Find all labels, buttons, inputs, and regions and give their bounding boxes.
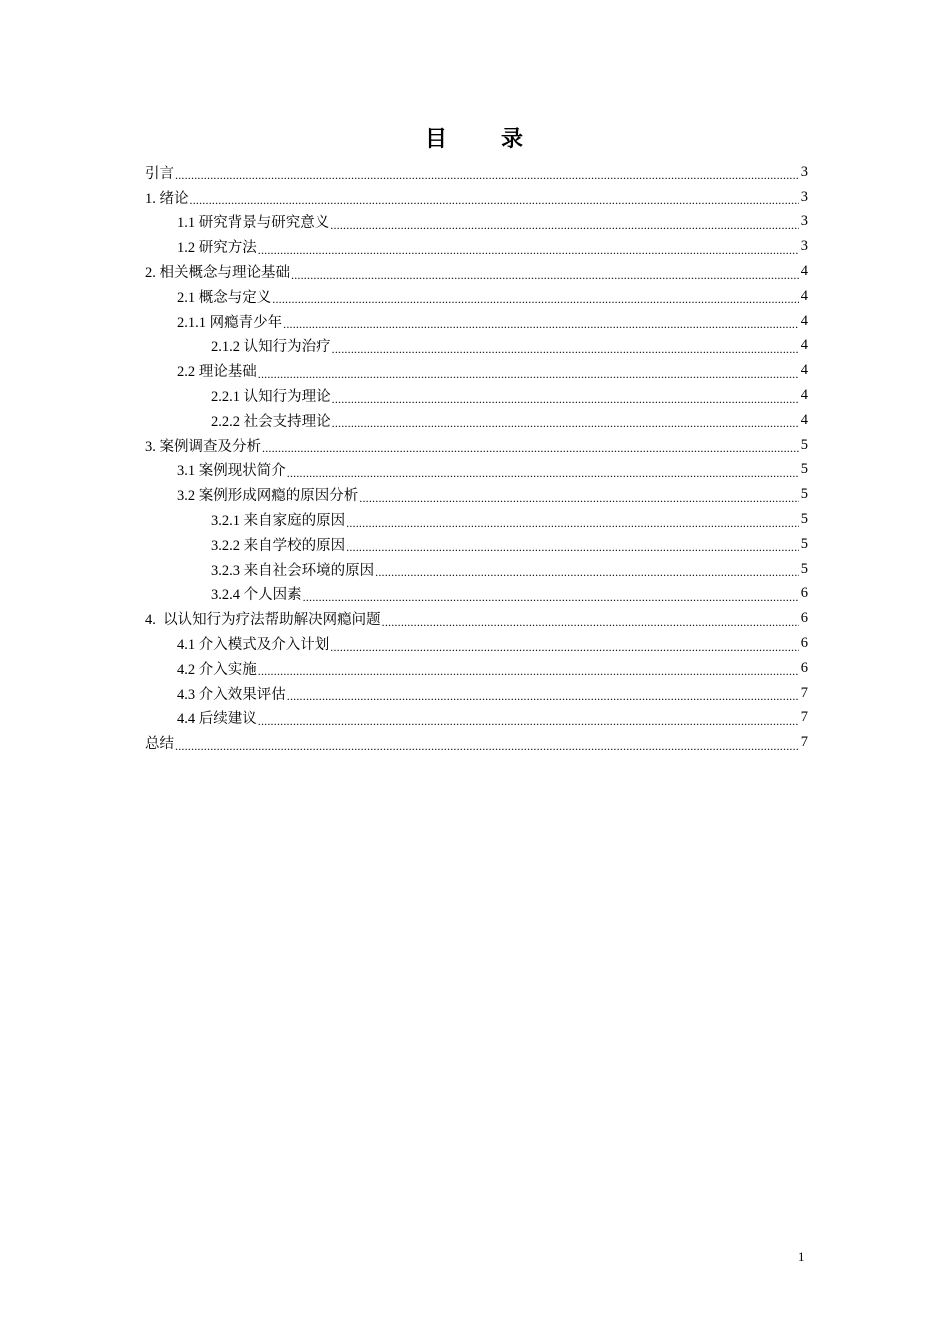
toc-entry-1-2[interactable] — [145, 234, 808, 259]
toc-entry-page: 3 — [800, 238, 808, 255]
toc-entry-label: 4. 以认知行为疗法帮助解决网瘾问题 — [145, 612, 381, 629]
toc-entry-page: 7 — [800, 734, 808, 751]
toc-entry-2-2-1[interactable] — [145, 383, 808, 408]
title-char-2: 录 — [501, 127, 526, 152]
toc-dot-leader — [287, 689, 799, 703]
toc-entry-intro[interactable] — [145, 160, 808, 185]
toc-entry-page: 5 — [800, 560, 808, 577]
toc-entry-label: 1.2 研究方法 — [177, 240, 257, 257]
page-number: 1 — [798, 1249, 805, 1264]
toc-entry-page: 5 — [800, 436, 808, 453]
toc-entry-page: 3 — [800, 163, 808, 180]
toc-entry-label: 总结 — [145, 736, 174, 753]
toc-entry-label: 3.2.1 来自家庭的原因 — [211, 513, 346, 530]
toc-entry-label: 2.1 概念与定义 — [177, 289, 272, 306]
toc-entry-label: 3.1 案例现状简介 — [177, 463, 286, 480]
toc-dot-leader — [175, 168, 799, 182]
toc-dot-leader — [346, 540, 799, 554]
toc-dot-leader — [272, 292, 799, 306]
table-of-contents — [145, 160, 808, 755]
toc-dot-leader — [283, 317, 799, 331]
toc-entry-1-1[interactable] — [145, 210, 808, 235]
toc-entry-page: 3 — [800, 213, 808, 230]
toc-entry-page: 4 — [800, 387, 808, 404]
toc-entry-page: 4 — [800, 337, 808, 354]
toc-entry-label: 2. 相关概念与理论基础 — [145, 265, 290, 282]
toc-dot-leader — [303, 590, 799, 604]
toc-entry-4-3[interactable] — [145, 681, 808, 706]
toc-entry-2-2-2[interactable] — [145, 408, 808, 433]
toc-entry-label: 2.2.1 认知行为理论 — [211, 389, 331, 406]
toc-entry-label: 2.1.2 认知行为治疗 — [211, 339, 331, 356]
toc-entry-4-1[interactable] — [145, 631, 808, 656]
toc-entry-3-2-4[interactable] — [145, 582, 808, 607]
toc-dot-leader — [262, 441, 799, 455]
toc-entry-label: 4.1 介入模式及介入计划 — [177, 637, 330, 654]
toc-dot-leader — [258, 664, 799, 678]
toc-entry-1[interactable] — [145, 185, 808, 210]
toc-entry-page: 5 — [800, 486, 808, 503]
toc-entry-page: 4 — [800, 362, 808, 379]
toc-entry-label: 4.3 介入效果评估 — [177, 686, 286, 703]
toc-entry-2-1-2[interactable] — [145, 334, 808, 359]
toc-entry-page: 5 — [800, 461, 808, 478]
toc-dot-leader — [175, 739, 799, 753]
toc-dot-leader — [258, 243, 799, 257]
toc-entry-page: 6 — [800, 659, 808, 676]
toc-entry-4-4[interactable] — [145, 706, 808, 731]
toc-entry-label: 3.2.4 个人因素 — [211, 587, 302, 604]
page-title — [0, 122, 950, 153]
toc-dot-leader — [332, 392, 799, 406]
toc-entry-2[interactable] — [145, 259, 808, 284]
toc-entry-page: 5 — [800, 535, 808, 552]
toc-entry-label: 3.2.3 来自社会环境的原因 — [211, 562, 375, 579]
toc-entry-label: 3.2.2 来自学校的原因 — [211, 537, 346, 554]
toc-dot-leader — [258, 714, 799, 728]
toc-dot-leader — [330, 218, 799, 232]
toc-dot-leader — [382, 615, 799, 629]
toc-entry-label: 4.2 介入实施 — [177, 661, 257, 678]
toc-entry-page: 6 — [800, 635, 808, 652]
toc-entry-label: 1. 绪论 — [145, 190, 189, 207]
toc-entry-3-1[interactable] — [145, 458, 808, 483]
toc-dot-leader — [332, 416, 799, 430]
toc-entry-page: 4 — [800, 312, 808, 329]
toc-entry-2-1-1[interactable] — [145, 309, 808, 334]
toc-entry-page: 4 — [800, 287, 808, 304]
toc-entry-label: 引言 — [145, 165, 174, 182]
toc-dot-leader — [375, 565, 799, 579]
toc-dot-leader — [332, 342, 799, 356]
toc-entry-page: 4 — [800, 263, 808, 280]
toc-dot-leader — [330, 640, 799, 654]
toc-entry-3-2-1[interactable] — [145, 507, 808, 532]
toc-entry-page: 3 — [800, 188, 808, 205]
toc-entry-3-2[interactable] — [145, 482, 808, 507]
toc-dot-leader — [359, 491, 799, 505]
toc-dot-leader — [258, 367, 799, 381]
toc-dot-leader — [287, 466, 799, 480]
toc-dot-leader — [291, 268, 799, 282]
toc-entry-label: 2.2.2 社会支持理论 — [211, 413, 331, 430]
toc-entry-page: 5 — [800, 511, 808, 528]
toc-entry-page: 6 — [800, 610, 808, 627]
title-char-1: 目 — [424, 127, 449, 152]
toc-entry-label: 3.2 案例形成网瘾的原因分析 — [177, 488, 359, 505]
toc-dot-leader — [190, 193, 800, 207]
toc-dot-leader — [346, 516, 799, 530]
toc-entry-3-2-2[interactable] — [145, 532, 808, 557]
toc-entry-2-2[interactable] — [145, 358, 808, 383]
toc-entry-label: 4.4 后续建议 — [177, 711, 257, 728]
toc-entry-page: 6 — [800, 585, 808, 602]
toc-entry-page: 7 — [800, 684, 808, 701]
toc-entry-label: 1.1 研究背景与研究意义 — [177, 215, 330, 232]
toc-entry-4[interactable] — [145, 606, 808, 631]
toc-entry-label: 2.1.1 网瘾青少年 — [177, 314, 283, 331]
toc-entry-page: 4 — [800, 411, 808, 428]
toc-entry-page: 7 — [800, 709, 808, 726]
toc-entry-3-2-3[interactable] — [145, 557, 808, 582]
toc-entry-3[interactable] — [145, 433, 808, 458]
toc-entry-4-2[interactable] — [145, 656, 808, 681]
toc-entry-label: 2.2 理论基础 — [177, 364, 257, 381]
toc-entry-summary[interactable] — [145, 730, 808, 755]
toc-entry-2-1[interactable] — [145, 284, 808, 309]
toc-entry-label: 3. 案例调查及分析 — [145, 438, 261, 455]
